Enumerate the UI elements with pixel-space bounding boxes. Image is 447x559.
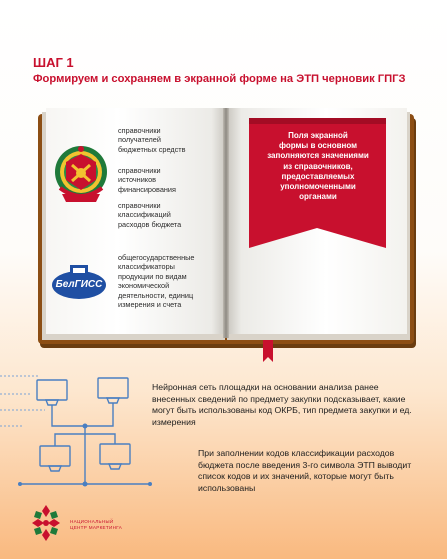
logo-line: НАЦИОНАЛЬНЫЙ xyxy=(70,519,114,524)
state-classifiers xyxy=(118,253,194,309)
directory-recipients xyxy=(118,126,185,154)
text-line: справочники xyxy=(118,166,161,175)
text-line: источников xyxy=(118,175,156,185)
logo-text xyxy=(70,519,122,531)
text-line: общегосударственные xyxy=(118,253,195,262)
text-line: продукции по видам xyxy=(118,271,187,281)
text-line: измерения и счета xyxy=(118,300,182,310)
text-line: бюджетных средств xyxy=(118,144,186,154)
directory-sources xyxy=(118,166,176,194)
text-line: Поля экранной xyxy=(288,131,348,140)
bookmark-icon xyxy=(263,340,273,362)
ministry-emblem-icon xyxy=(52,140,110,210)
text-line: органами xyxy=(299,192,337,202)
headline: Формируем и сохраняем в экранной форме на ЭТП черновик ГПГЗ xyxy=(33,73,406,85)
text-line: формы в основном xyxy=(278,141,358,151)
national-marketing-center-logo-icon xyxy=(28,503,64,543)
book-spine xyxy=(223,108,229,338)
text-line: расходов бюджета xyxy=(118,219,182,229)
text-line: деятельности, единиц xyxy=(118,290,194,300)
text-line: классификаций xyxy=(118,210,171,220)
belgiss-logo-text: БелГИСС xyxy=(55,279,103,290)
paragraph-neural-network: Нейронная сеть площадки на основании анализа ранее внесенных сведений по предмету закупки подсказывает, какие могут быть использованы код ОКРБ, тип предмета закупки и ед. измерения xyxy=(152,382,412,427)
step-label: ШАГ 1 xyxy=(33,55,74,70)
text-line: предоставляемых xyxy=(281,171,355,181)
logo-line: ЦЕНТР МАРКЕТИНГА xyxy=(70,525,123,530)
directory-classifications xyxy=(118,201,181,229)
text-line: финансирования xyxy=(118,184,176,194)
text-line: классификаторы xyxy=(118,262,175,272)
text-line: уполномоченными xyxy=(280,182,356,192)
text-line: справочники xyxy=(118,126,161,135)
text-line: из справочников, xyxy=(283,161,353,171)
text-line: получателей xyxy=(118,135,161,145)
text-line: справочники xyxy=(118,201,161,210)
paragraph-budget-codes: При заполнении кодов классификации расходов бюджета после введения 3-го символа ЭТП выводит список кодов и их значений, которые могут быть использованы xyxy=(198,448,412,493)
text-line: заполняются значениями xyxy=(267,151,369,161)
ribbon-text xyxy=(253,131,383,202)
text-line: экономической xyxy=(118,281,170,291)
